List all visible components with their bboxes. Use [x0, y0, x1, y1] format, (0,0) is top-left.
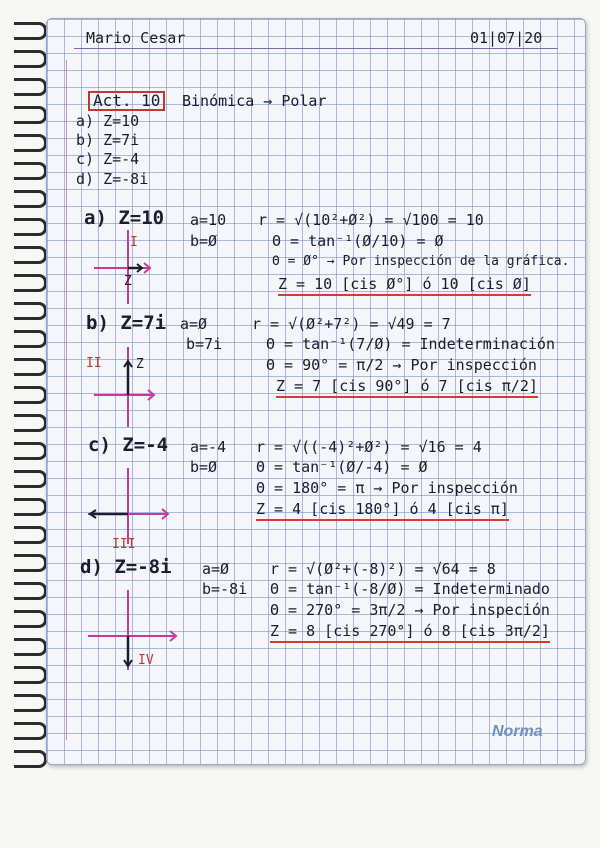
quadrant-label: I: [130, 235, 138, 250]
problem-a-label: a) Z=10: [84, 207, 165, 229]
quadrant-label: II: [86, 356, 102, 371]
problem-c-param: a=-4: [190, 438, 227, 456]
activity-subject: Binómica → Polar: [182, 92, 327, 110]
quadrant-label: III: [112, 537, 136, 552]
list-item: a) Z=10: [76, 112, 140, 130]
header-rule: [74, 48, 558, 49]
problem-d-line: r = √(Ø²+(-8)²) = √64 = 8: [270, 560, 496, 578]
problem-b-line: Θ = tan⁻¹(7/Ø) = Indeterminación: [266, 335, 555, 353]
axis-diagram-c: [84, 466, 174, 546]
problem-a-line: Θ = Ø° → Por inspección de la gráfica.: [272, 254, 570, 269]
problem-d-param: b=-8i: [202, 580, 248, 598]
problem-b-result: Z = 7 [cis 90°] ó 7 [cis π/2]: [276, 379, 538, 398]
margin-rule: [66, 60, 67, 740]
problem-d-label: d) Z=-8i: [80, 556, 172, 578]
problem-b-label: b) Z=7i: [86, 312, 167, 334]
problem-b-line: Θ = 90° = π/2 → Por inspección: [266, 356, 537, 374]
axis-z-label: Z: [136, 357, 144, 372]
activity-label: Act. 10: [88, 91, 165, 111]
list-item: d) Z=-8i: [76, 170, 149, 188]
brand-logo: Norma: [492, 723, 543, 740]
problem-a-line: Θ = tan⁻¹(Ø/10) = Ø: [272, 232, 444, 250]
problem-d-result: Z = 8 [cis 270°] ó 8 [cis 3π/2]: [270, 624, 550, 643]
problem-a-param: b=Ø: [190, 232, 218, 250]
list-item: c) Z=-4: [76, 150, 140, 168]
student-name: Mario Cesar: [86, 29, 186, 47]
axis-diagram-d: [84, 588, 184, 672]
axis-diagram-b: [90, 345, 170, 429]
problem-c-line: Θ = tan⁻¹(Ø/-4) = Ø: [256, 458, 428, 476]
problem-c-line: Θ = 180° = π → Por inspección: [256, 479, 518, 497]
problem-a-result: Z = 10 [cis Ø°] ó 10 [cis Ø]: [278, 277, 531, 296]
problem-c-result: Z = 4 [cis 180°] ó 4 [cis π]: [256, 502, 509, 521]
problem-a-line: r = √(10²+Ø²) = √100 = 10: [258, 211, 484, 229]
problem-c-label: c) Z=-4: [88, 434, 169, 456]
date: 01|07|20: [470, 29, 543, 47]
problem-d-line: Θ = 270° = 3π/2 → Por inspeción: [270, 601, 550, 619]
problem-c-param: b=Ø: [190, 458, 218, 476]
list-item: b) Z=7i: [76, 131, 140, 149]
axis-z-label: Z: [124, 274, 132, 289]
quadrant-label: IV: [138, 653, 154, 668]
problem-b-param: b=7i: [186, 335, 223, 353]
problem-b-param: a=Ø: [180, 315, 208, 333]
axis-diagram-a: [90, 228, 160, 308]
problem-b-line: r = √(Ø²+7²) = √49 = 7: [252, 315, 451, 333]
problem-d-line: Θ = tan⁻¹(-8/Ø) = Indeterminado: [270, 580, 550, 598]
problem-a-param: a=10: [190, 211, 227, 229]
problem-d-param: a=Ø: [202, 560, 230, 578]
problem-c-line: r = √((-4)²+Ø²) = √16 = 4: [256, 438, 482, 456]
